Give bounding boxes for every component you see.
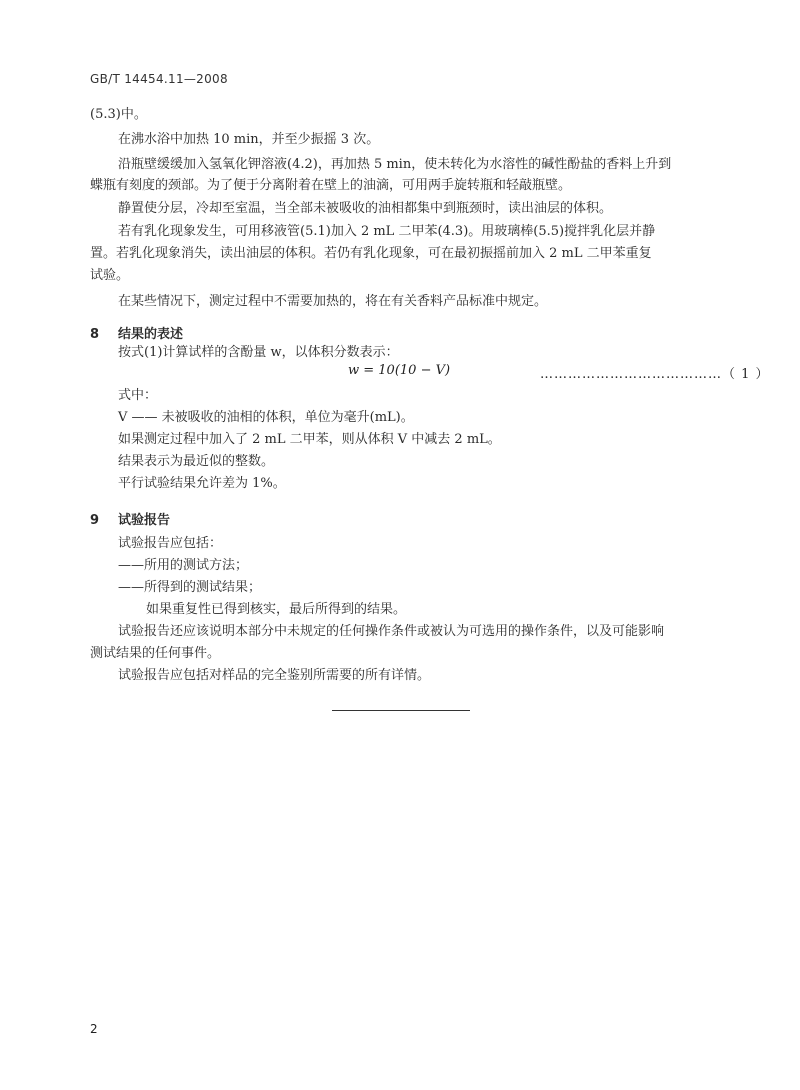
where-label: 式中： (118, 388, 158, 403)
body-line: 静置使分层，冷却至室温，当全部未被吸收的油相都集中到瓶颈时，读出油层的体积。 (118, 201, 613, 216)
section-number: 8 (90, 327, 100, 342)
body-line: 在某些情况下，测定过程中不需要加热的，将在有关香料产品标准中规定。 (118, 294, 548, 309)
body-line: 沿瓶壁缓缓加入氢氧化钾溶液(4.2)，再加热 5 min，使未转化为水溶性的碱性酚盐的香料上升到 (118, 157, 672, 172)
report-paragraph: 测试结果的任何事件。 (90, 646, 221, 661)
section-9-heading (90, 509, 170, 528)
body-line: 在沸水浴中加热 10 min，并至少振摇 3 次。 (118, 132, 380, 147)
list-item: ——所得到的测试结果； (118, 580, 262, 595)
document-code: GB/T 14454.11—2008 (90, 72, 228, 86)
section-title: 结果的表述 (118, 327, 184, 342)
report-intro: 试验报告应包括： (118, 536, 223, 551)
note-line: 如果测定过程中加入了 2 mL 二甲苯，则从体积 V 中减去 2 mL。 (118, 432, 501, 447)
body-line: 置。若乳化现象消失，读出油层的体积。若仍有乳化现象，可在最初振摇前加入 2 mL 二甲苯重复 (90, 246, 652, 261)
note-line: 结果表示为最近似的整数。 (118, 454, 275, 469)
list-item: ——所用的测试方法； (118, 558, 249, 573)
equation-number: …………………………………（ 1 ） (540, 367, 770, 382)
section-number: 9 (90, 513, 100, 528)
formula: w = 10(10 − V) (348, 363, 451, 378)
report-paragraph: 试验报告还应该说明本部分中未规定的任何操作条件或被认为可选用的操作条件，以及可能影响 (118, 624, 665, 639)
section-title: 试验报告 (118, 513, 171, 528)
list-item: 如果重复性已得到核实，最后所得到的结果。 (146, 602, 407, 617)
note-line: 平行试验结果允许差为 1%。 (118, 476, 286, 491)
report-paragraph: 试验报告应包括对样品的完全鉴别所需要的所有详情。 (118, 668, 431, 683)
body-line: (5.3)中。 (90, 107, 147, 122)
body-line: 试验。 (90, 268, 130, 283)
end-rule (332, 710, 470, 711)
formula-intro: 按式(1)计算试样的含酚量 w，以体积分数表示： (118, 345, 399, 360)
section-8-heading (90, 323, 183, 342)
variable-definition: V —— 未被吸收的油相的体积，单位为毫升(mL)。 (118, 410, 414, 425)
body-line: 蝶瓶有刻度的颈部。为了便于分离附着在壁上的油滴，可用两手旋转瓶和轻敲瓶壁。 (90, 178, 572, 193)
body-line: 若有乳化现象发生，可用移液管(5.1)加入 2 mL 二甲苯(4.3)。用玻璃棒(5.5)搅拌乳化层并静 (118, 224, 656, 239)
page-number: 2 (90, 1022, 98, 1036)
